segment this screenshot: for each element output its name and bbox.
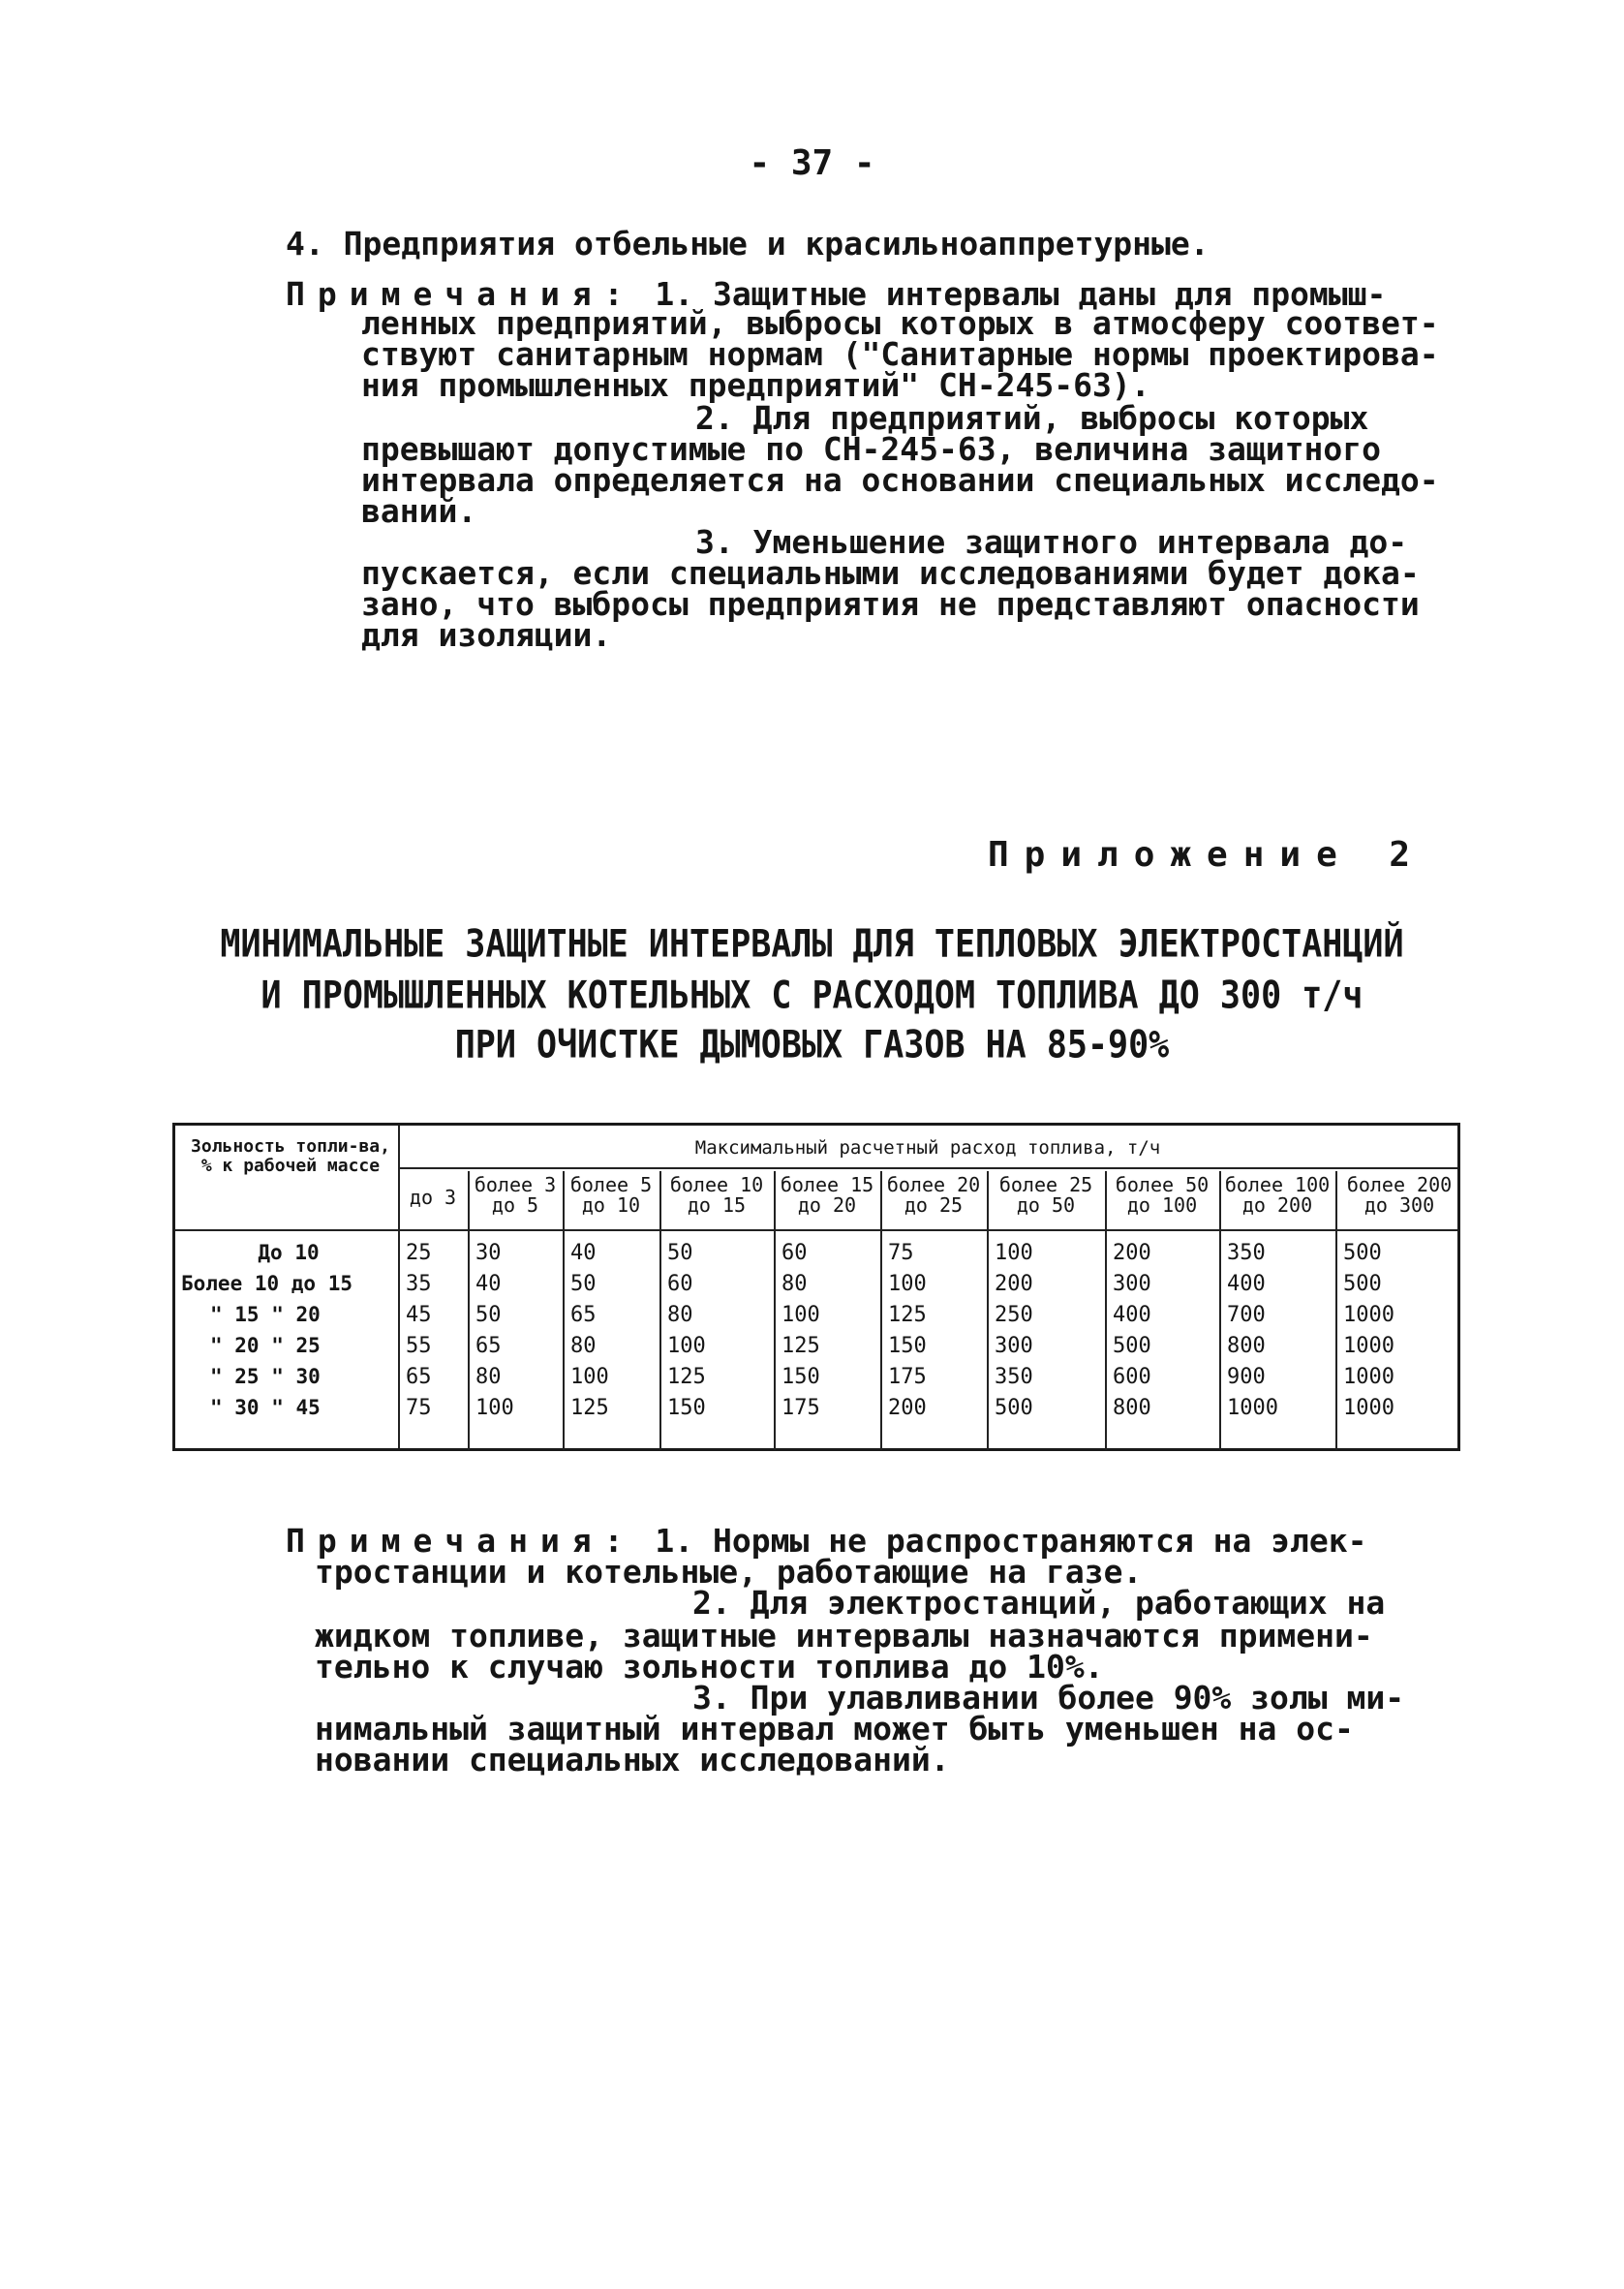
column-header: до 3 [409, 1186, 457, 1209]
table-cell: 700 [1227, 1303, 1266, 1327]
note-line: 1. Нормы не распространяются на элек- [655, 1522, 1367, 1560]
table-cell: 1000 [1343, 1396, 1394, 1420]
table-title-line-1: МИНИМАЛЬНЫЕ ЗАЩИТНЫЕ ИНТЕРВАЛЫ ДЛЯ ТЕПЛОВЫХ ЭЛЕКТРОСТАНЦИЙ [220, 922, 1404, 967]
table-cell: 800 [1227, 1334, 1266, 1358]
table-cell: 65 [475, 1334, 502, 1358]
table-cell: 300 [1113, 1272, 1151, 1296]
note-line: 2. Для предприятий, выбросы которых [695, 399, 1369, 437]
page-number: - 37 - [749, 143, 875, 183]
column-header: более 3 до 5 [474, 1173, 557, 1217]
note-line: зано, что выбросы предприятия не представляют опасности [361, 585, 1420, 623]
table-cell: 40 [475, 1272, 502, 1296]
table-corner-header: Зольность топли-ва, % к рабочей массе [191, 1136, 390, 1176]
column-header: более 5 до 10 [569, 1173, 653, 1217]
table-cell: 125 [570, 1396, 609, 1420]
table-cell: 60 [781, 1241, 808, 1265]
table-cell: 175 [781, 1396, 820, 1420]
column-header: более 15 до 20 [780, 1173, 874, 1217]
note-line: ваний. [361, 492, 477, 530]
table-cell: 400 [1113, 1303, 1151, 1327]
table-cell: 1000 [1343, 1334, 1394, 1358]
table-cell: 250 [995, 1303, 1033, 1327]
row-label: " 25 " 30 [210, 1365, 321, 1388]
table-cell: 45 [406, 1303, 432, 1327]
table-cell: 125 [667, 1365, 706, 1389]
row-label: " 20 " 25 [210, 1334, 321, 1357]
table-cell: 400 [1227, 1272, 1266, 1296]
column-header: более 20 до 25 [886, 1173, 981, 1217]
table-cell: 500 [1343, 1241, 1382, 1265]
table-cell: 60 [667, 1272, 693, 1296]
notes-heading: Примечания: [286, 1522, 636, 1560]
table-cell: 350 [1227, 1241, 1266, 1265]
table-cell: 200 [995, 1272, 1033, 1296]
table-cell: 500 [1343, 1272, 1382, 1296]
table-cell: 800 [1113, 1396, 1151, 1420]
table-cell: 1000 [1343, 1303, 1394, 1327]
table-cell: 65 [570, 1303, 597, 1327]
note-line: для изоляции. [361, 616, 612, 654]
table-cell: 40 [570, 1241, 597, 1265]
table-cell: 500 [1113, 1334, 1151, 1358]
table-cell: 35 [406, 1272, 432, 1296]
note-line: 2. Для электростанций, работающих на [692, 1584, 1386, 1622]
table-cell: 80 [667, 1303, 693, 1327]
notes-heading: Примечания: [286, 275, 636, 313]
table-cell: 50 [475, 1303, 502, 1327]
appendix-label: Приложение 2 [988, 835, 1426, 875]
table-cell: 30 [475, 1241, 502, 1265]
note-line: тельно к случаю зольности топлива до 10%. [315, 1648, 1104, 1686]
table-cell: 125 [888, 1303, 927, 1327]
table-cell: 125 [781, 1334, 820, 1358]
table-cell: 100 [995, 1241, 1033, 1265]
note-line: ния промышленных предприятий" СН-245-63). [361, 366, 1150, 404]
table-span-header: Максимальный расчетный расход топлива, т/ч [694, 1137, 1161, 1159]
table-cell: 80 [570, 1334, 597, 1358]
table-cell: 200 [888, 1396, 927, 1420]
table-cell: 100 [888, 1272, 927, 1296]
table-cell: 100 [475, 1396, 514, 1420]
table-cell: 900 [1227, 1365, 1266, 1389]
column-header: более 100 до 200 [1224, 1173, 1331, 1217]
table-cell: 75 [888, 1241, 914, 1265]
table-cell: 65 [406, 1365, 432, 1389]
note-line: жидком топливе, защитные интервалы назначаются примени- [315, 1617, 1373, 1655]
note-line: тростанции и котельные, работающие на газе. [315, 1553, 1143, 1591]
table-cell: 150 [667, 1396, 706, 1420]
table-cell: 100 [570, 1365, 609, 1389]
table-cell: 600 [1113, 1365, 1151, 1389]
table-cell: 350 [995, 1365, 1033, 1389]
fuel-interval-table [172, 1123, 1460, 1451]
table-cell: 1000 [1343, 1365, 1394, 1389]
table-cell: 80 [475, 1365, 502, 1389]
table-cell: 500 [995, 1396, 1033, 1420]
note-line: нимальный защитный интервал может быть уменьшен на ос- [315, 1710, 1354, 1748]
table-cell: 100 [781, 1303, 820, 1327]
note-line: интервала определяется на основании специальных исследо- [361, 461, 1439, 499]
table-cell: 55 [406, 1334, 432, 1358]
note-line: ствуют санитарным нормам ("Санитарные нормы проектирова- [361, 335, 1439, 373]
column-header: более 200 до 300 [1346, 1173, 1453, 1217]
table-cell: 50 [570, 1272, 597, 1296]
table-cell: 75 [406, 1396, 432, 1420]
table-cell: 175 [888, 1365, 927, 1389]
table-cell: 150 [888, 1334, 927, 1358]
column-header: более 25 до 50 [998, 1173, 1093, 1217]
row-label: До 10 [258, 1241, 320, 1264]
list-item-4: 4. Предприятия отбельные и красильноаппретурные. [286, 225, 1210, 263]
table-title-line-3: ПРИ ОЧИСТКЕ ДЫМОВЫХ ГАЗОВ НА 85-90% [454, 1023, 1170, 1067]
table-cell: 80 [781, 1272, 808, 1296]
column-header: более 50 до 100 [1115, 1173, 1210, 1217]
row-label: " 30 " 45 [210, 1396, 321, 1419]
row-label: " 15 " 20 [210, 1303, 321, 1326]
table-title-line-2: И ПРОМЫШЛЕННЫХ КОТЕЛЬНЫХ С РАСХОДОМ ТОПЛИВА ДО 300 т/ч [260, 974, 1364, 1018]
table-cell: 300 [995, 1334, 1033, 1358]
note-line: 1. Защитные интервалы даны для промыш- [655, 275, 1387, 313]
note-line: 3. При улавливании более 90% золы ми- [692, 1679, 1405, 1717]
note-line: пускается, если специальными исследованиями будет дока- [361, 554, 1420, 592]
table-cell: 1000 [1227, 1396, 1278, 1420]
note-line: ленных предприятий, выбросы которых в атмосферу соответ- [361, 304, 1439, 342]
column-header: более 10 до 15 [669, 1173, 764, 1217]
table-cell: 200 [1113, 1241, 1151, 1265]
note-line: 3. Уменьшение защитного интервала до- [695, 523, 1408, 561]
table-cell: 50 [667, 1241, 693, 1265]
table-cell: 150 [781, 1365, 820, 1389]
row-label: Более 10 до 15 [181, 1272, 353, 1295]
table-cell: 100 [667, 1334, 706, 1358]
table-cell: 25 [406, 1241, 432, 1265]
note-line: превышают допустимые по СН-245-63, величина защитного [361, 430, 1381, 468]
note-line: новании специальных исследований. [315, 1741, 950, 1779]
